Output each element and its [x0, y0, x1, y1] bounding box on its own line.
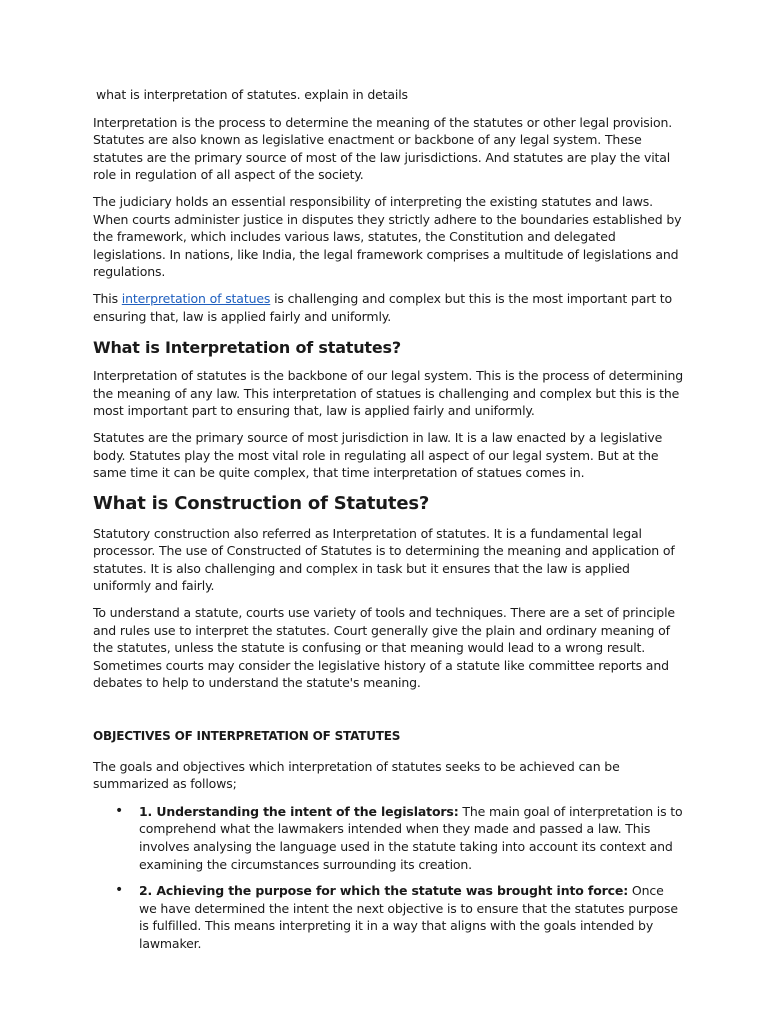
list-item-title: 2. Achieving the purpose for which the statute was brought into force: [139, 883, 629, 899]
section2-paragraph-2: To understand a statute, courts use variety of tools and techniques. There are a set of principle and rules use to interpret the statutes. Court generally give the plain and ordinary meaning of the statutes, unless the statute is confusing or that meaning would lead to a wrong result. Sometimes courts may consider the legislative history of a statute like committee reports and debates to help to understand the statute's meaning. [93, 605, 675, 691]
objectives-intro: The goals and objectives which interpretation of statutes seeks to be achieved can be summarized as follows; [93, 758, 620, 792]
list-item [93, 882, 683, 952]
list-item-text: The main goal of interpretation is to comprehend what the lawmakers intended when they made and passed a law. This involves analysing the language used in the statute taking into account its context and examining the circumstances surrounding its creation. [139, 803, 683, 872]
question-line: what is interpretation of statutes. explain in details [96, 87, 408, 102]
interpretation-of-statues-link[interactable]: interpretation of statues [121, 290, 271, 306]
section1-heading: What is Interpretation of statutes? [93, 338, 401, 358]
bullet-icon: • [115, 882, 124, 899]
list-item [93, 803, 683, 873]
link-paragraph-before: This [93, 290, 122, 306]
section2-heading: What is Construction of Statutes? [93, 492, 430, 514]
link-paragraph [93, 290, 683, 325]
section1-paragraph-1: Interpretation of statutes is the backbone of our legal system. This is the process of determining the meaning of any law. This interpretation of statues is challenging and complex but this is the most important part to ensuring that, law is applied fairly and uniformly. [93, 368, 684, 419]
document-body [93, 86, 683, 962]
intro-paragraph-2: The judiciary holds an essential responsibility of interpreting the existing statutes and laws. When courts administer justice in disputes they strictly adhere to the boundaries established by the framework, which includes various laws, statutes, the Constitution and delegated legislations. In nations, like India, the legal framework comprises a multitude of legislations and regulations. [93, 193, 682, 280]
section1-paragraph-2: Statutes are the primary source of most jurisdiction in law. It is a law enacted by a legislative body. Statutes play the most vital role in regulating all aspect of our legal system. But at the same time it can be quite complex, that time interpretation of statues comes in. [93, 429, 663, 481]
list-item-text: Once we have determined the intent the next objective is to ensure that the statutes purpose is fulfilled. This means interpreting it in a way that aligns with the goals intended by lawmaker. [139, 883, 678, 951]
objectives-heading: OBJECTIVES OF INTERPRETATION OF STATUTES [93, 729, 401, 744]
intro-paragraph-1: Interpretation is the process to determine the meaning of the statutes or other legal provision. Statutes are also known as legislative enactment or backbone of any legal system. These statutes are the primary source of most of the law jurisdictions. And statutes are play the vital role in regulation of all aspect of the society. [93, 114, 673, 183]
list-item-title: 1. Understanding the intent of the legislators: [139, 803, 459, 819]
bullet-icon: • [115, 802, 124, 819]
objectives-list [93, 803, 683, 953]
link-paragraph-after: is challenging and complex but this is the most important part to ensuring that, law is applied fairly and uniformly. [93, 290, 673, 324]
section2-paragraph-1: Statutory construction also referred as Interpretation of statutes. It is a fundamental legal processor. The use of Constructed of Statutes is to determining the meaning and application of statutes. It is also challenging and complex in task but it ensures that the law is applied uniformly and fairly. [93, 525, 675, 594]
